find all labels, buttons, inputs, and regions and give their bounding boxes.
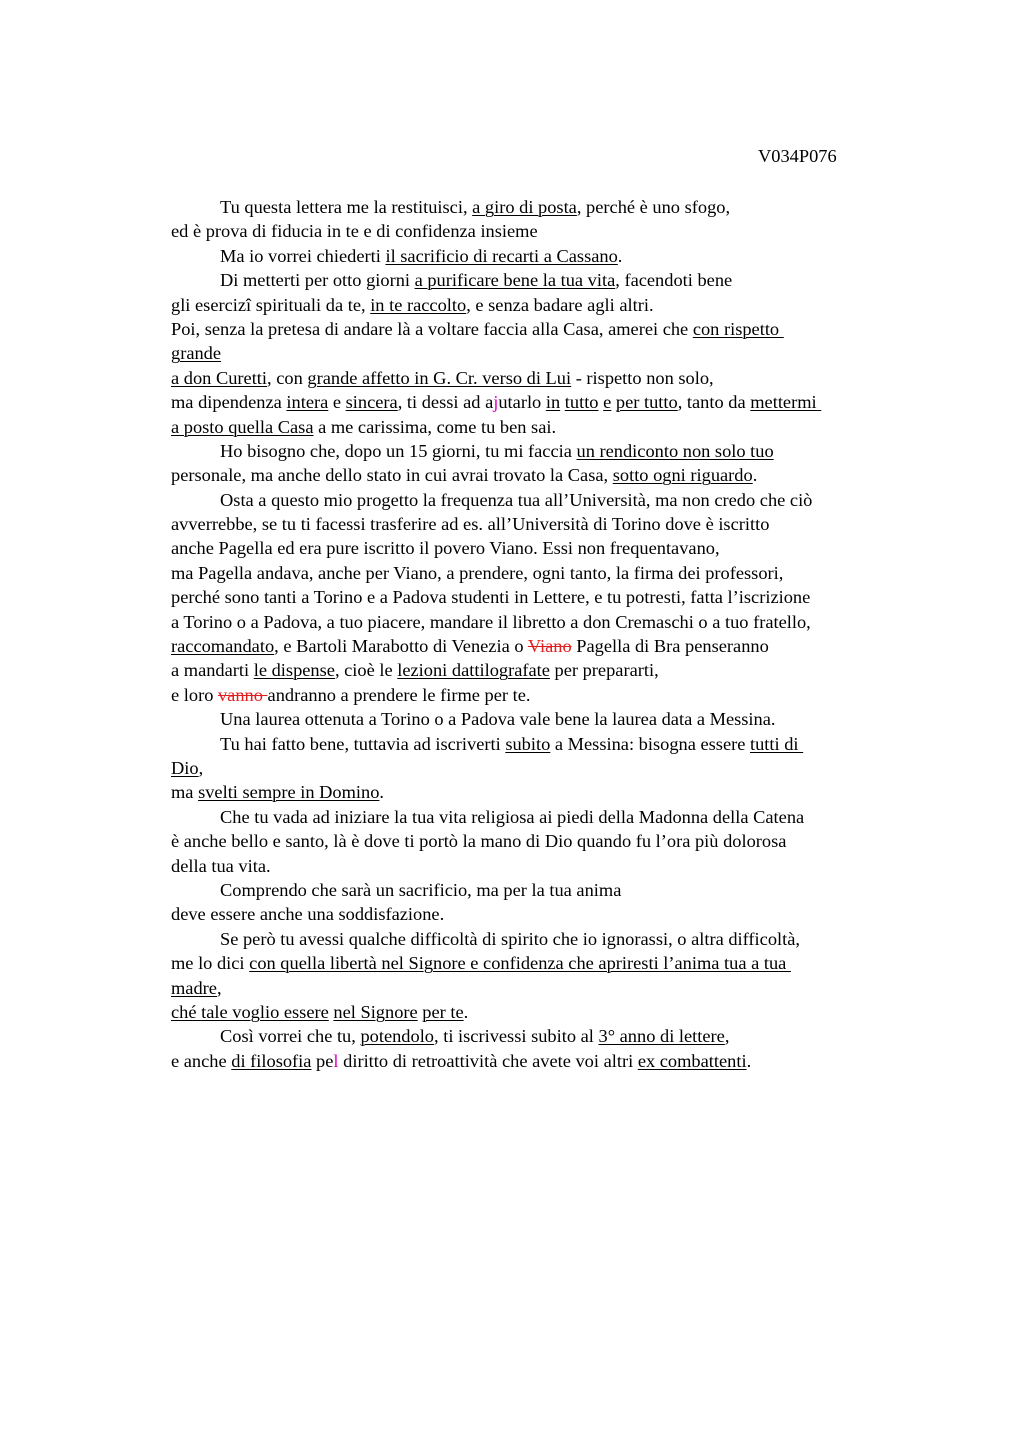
underlined-text: con quella libertà nel Signore e confidenza che apriresti l’anima tua a tua xyxy=(249,953,791,974)
text-line xyxy=(171,854,911,878)
underlined-text: sotto ogni riguardo xyxy=(612,465,753,486)
text-segment: è anche bello e santo, là è dove ti portò la mano di Dio quando fu l’ora più dolorosa xyxy=(171,831,787,852)
text-line xyxy=(171,195,911,219)
underlined-text: intera xyxy=(286,392,329,413)
text-line xyxy=(171,366,911,390)
text-segment: . xyxy=(752,465,758,486)
text-segment: Tu hai fatto bene, tuttavia ad iscriverti xyxy=(220,733,506,754)
underlined-text: madre xyxy=(171,977,217,998)
text-segment: a mandarti xyxy=(171,660,254,681)
page-id: V034P076 xyxy=(758,146,837,166)
underlined-text: ex combattenti xyxy=(637,1050,747,1071)
text-segment: gli esercizi xyxy=(171,294,252,315)
text-segment: Osta a questo mio progetto la frequenza tua all’Università, ma non credo che ciò xyxy=(220,489,813,510)
text-segment: a Torino o a Padova, a tuo piacere, mandare il libretto a don Cremaschi o a tuo fratello, xyxy=(171,611,811,632)
text-segment: avverrebbe, se tu ti facessi trasferire ad es. all’Università di Torino dove è iscritto xyxy=(171,514,770,535)
text-segment: anche Pagella ed era pure iscritto il povero Viano. Essi non frequentavano, xyxy=(171,538,720,559)
inserted-correction: j xyxy=(493,392,499,413)
underlined-text: per tutto xyxy=(615,392,678,413)
text-segment: , perché è uno sfogo, xyxy=(576,197,731,217)
underlined-text: raccomandato xyxy=(171,636,275,657)
text-line xyxy=(171,683,911,707)
text-segment: me lo dici xyxy=(171,953,250,974)
underlined-text: tutto xyxy=(564,392,599,413)
text-line xyxy=(171,341,911,365)
underlined-text: tutti di xyxy=(750,733,804,754)
underlined-text: a posto quella Casa xyxy=(171,416,314,437)
underlined-text: in te raccolto xyxy=(370,294,467,315)
text-line xyxy=(171,780,911,804)
underlined-text: a don Curetti xyxy=(171,367,268,388)
text-segment: a me carissima, come tu ben sai. xyxy=(313,416,557,437)
text-segment: Se però tu avessi qualche difficoltà di spirito che io ignorassi, o altra difficoltà, xyxy=(220,928,801,949)
text-line xyxy=(171,415,911,439)
text-line xyxy=(171,268,911,292)
text-segment: ma Pagella andava, anche per Viano, a prendere, ogni tanto, la firma dei professori, xyxy=(171,562,784,583)
underlined-text: per te xyxy=(422,1001,464,1022)
text-line xyxy=(171,219,911,243)
text-line xyxy=(171,805,911,829)
text-segment: . xyxy=(463,1001,469,1022)
underlined-text: ché tale voglio essere xyxy=(171,1001,329,1022)
text-segment: andranno a prendere le firme per te. xyxy=(267,684,531,705)
text-segment: , tanto da xyxy=(677,392,751,413)
text-line xyxy=(171,707,911,731)
text-line xyxy=(171,536,911,560)
text-segment: , cioè le xyxy=(334,660,398,681)
text-line xyxy=(171,390,911,414)
underlined-text: le dispense xyxy=(253,660,335,681)
text-segment: Pagella di Bra penseranno xyxy=(571,636,769,657)
text-segment: , e Bartoli Marabotto di Venezia o xyxy=(274,636,528,657)
text-line xyxy=(171,634,911,658)
text-line xyxy=(171,756,911,780)
text-segment: diritto di retroattività che avete voi altri xyxy=(338,1050,638,1071)
text-segment: e anche xyxy=(171,1050,232,1071)
text-segment: Così vorrei che tu, xyxy=(220,1026,361,1047)
text-line xyxy=(171,1000,911,1024)
text-segment: Che tu vada ad iniziare la tua vita religiosa ai piedi della Madonna della Catena xyxy=(220,806,805,827)
letter-body xyxy=(171,195,911,1073)
text-line xyxy=(171,829,911,853)
text-line xyxy=(171,1024,911,1048)
text-line xyxy=(171,439,911,463)
text-segment: ma dipendenza xyxy=(171,392,287,413)
text-segment: Di metterti per otto giorni xyxy=(220,270,415,291)
text-segment: , con xyxy=(267,367,308,388)
text-segment: Ma io vorrei chiederti xyxy=(220,245,386,266)
text-segment: Ho bisogno che, dopo un 15 giorni, tu mi faccia xyxy=(220,440,577,461)
underlined-text: a giro di posta xyxy=(472,197,577,217)
underlined-text: il sacrificio di recarti a Cassano xyxy=(385,245,618,266)
underlined-text: grande xyxy=(171,343,222,364)
text-segment: personale, ma anche dello stato in cui avrai trovato la Casa, xyxy=(171,465,613,486)
underlined-text: 3° anno di lettere xyxy=(598,1026,725,1047)
underlined-text: a purificare bene la tua vita xyxy=(414,270,616,291)
inserted-correction: l xyxy=(333,1050,339,1071)
text-segment: a Messina: bisogna essere xyxy=(550,733,750,754)
text-segment: pe xyxy=(311,1050,334,1071)
text-line xyxy=(171,561,911,585)
text-line xyxy=(171,610,911,634)
underlined-text: e xyxy=(603,392,612,413)
text-line xyxy=(171,293,911,317)
text-segment: , xyxy=(198,757,204,778)
underlined-text: lezioni dattilografate xyxy=(397,660,550,681)
underlined-text: svelti sempre in Domino xyxy=(198,782,380,803)
text-line xyxy=(171,463,911,487)
text-line xyxy=(171,488,911,512)
text-segment: della tua vita. xyxy=(171,855,271,876)
text-segment: utarlo xyxy=(498,392,546,413)
text-segment: - rispetto non solo, xyxy=(571,367,714,388)
text-line xyxy=(171,1049,911,1073)
text-line xyxy=(171,951,911,975)
text-segment: perché sono tanti a Torino e a Padova studenti in Lettere, e tu potresti, fatta l’iscrizione xyxy=(171,587,811,608)
underlined-text: in xyxy=(545,392,561,413)
underlined-text: nel Signore xyxy=(333,1001,418,1022)
text-segment: , facendoti bene xyxy=(615,270,733,291)
text-segment: , xyxy=(216,977,222,998)
underlined-text: grande affetto in G. Cr. verso di Lui xyxy=(307,367,572,388)
text-segment: Comprendo che sarà un sacrificio, ma per la tua anima xyxy=(220,879,622,900)
text-line xyxy=(171,902,911,926)
underlined-text: Dio xyxy=(171,757,199,778)
text-segment: . xyxy=(746,1050,752,1071)
underlined-text: sincera xyxy=(345,392,398,413)
text-line xyxy=(171,732,911,756)
text-line xyxy=(171,512,911,536)
text-segment: , e senza badare agli altri. xyxy=(466,294,654,315)
text-segment: , xyxy=(724,1026,730,1047)
text-line xyxy=(171,317,911,341)
underlined-text: potendolo xyxy=(360,1026,435,1047)
text-segment: , ti dessi ad a xyxy=(397,392,494,413)
text-segment: Una laurea ottenuta a Torino o a Padova vale bene la laurea data a Messina. xyxy=(220,709,776,730)
text-line xyxy=(171,878,911,902)
underlined-text: mettermi xyxy=(750,392,822,413)
text-segment: ed è prova di fiducia in te e di confidenza insieme xyxy=(171,221,538,242)
text-segment: ma xyxy=(171,782,199,803)
text-segment: Tu questa lettera me la restituisci, xyxy=(220,197,473,217)
underlined-text: subito xyxy=(505,733,551,754)
underlined-text: un rendiconto non solo tuo xyxy=(576,440,774,461)
underlined-text: di filosofia xyxy=(231,1050,312,1071)
text-segment: . xyxy=(617,245,623,266)
text-line xyxy=(171,658,911,682)
text-line xyxy=(171,976,911,1000)
text-segment: . xyxy=(379,782,385,803)
text-segment: e loro xyxy=(171,684,218,705)
text-segment: , ti iscrivessi subito al xyxy=(434,1026,599,1047)
text-segment: deve essere anche una soddisfazione. xyxy=(171,904,445,925)
text-segment: per prepararti, xyxy=(549,660,659,681)
struck-out-text: vanno xyxy=(217,684,268,705)
struck-out-text: Viano xyxy=(527,636,572,657)
text-segment: Poi, senza la pretesa di andare là a voltare faccia alla Casa, amerei che xyxy=(171,318,693,339)
text-segment: e xyxy=(328,392,346,413)
text-segment: spirituali da te, xyxy=(251,294,371,315)
underlined-text: con rispetto xyxy=(692,318,784,339)
text-line xyxy=(171,585,911,609)
text-line xyxy=(171,927,911,951)
text-line xyxy=(171,244,911,268)
